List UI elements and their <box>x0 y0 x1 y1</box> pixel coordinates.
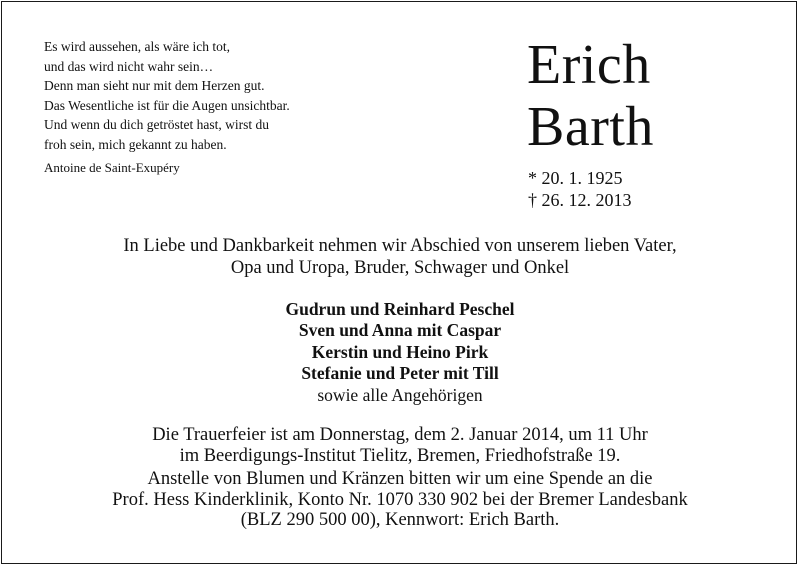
ceremony-line: im Beerdigungs-Institut Tielitz, Bremen, Friedhofstraße 19. <box>179 445 621 466</box>
intro-text <box>0 235 800 279</box>
family-list <box>0 299 800 406</box>
intro-line: Opa und Uropa, Bruder, Schwager und Onkel <box>230 258 570 278</box>
ceremony-line: Die Trauerfeier ist am Donnerstag, dem 2. Januar 2014, um 11 Uhr <box>152 425 648 445</box>
intro-line: In Liebe und Dankbarkeit nehmen wir Abschied von unserem lieben Vater, <box>123 236 677 256</box>
family-member: Gudrun und Reinhard Peschel <box>285 299 515 319</box>
donation-line: (BLZ 290 500 00), Kennwort: Erich Barth. <box>240 510 560 530</box>
deceased-name <box>527 34 654 158</box>
poem-line: froh sein, mich gekannt zu haben. <box>44 136 227 152</box>
poem-block <box>44 37 374 177</box>
poem-line: Und wenn du dich getröstet hast, wirst du <box>44 117 269 133</box>
last-name: Barth <box>527 96 654 158</box>
family-others: sowie alle Angehörigen <box>317 384 483 405</box>
poem-line: Es wird aussehen, als wäre ich tot, <box>44 39 230 54</box>
first-name: Erich <box>527 34 651 96</box>
family-member: Stefanie und Peter mit Till <box>301 363 499 384</box>
poem-author: Antoine de Saint-Exupéry <box>44 159 180 175</box>
birth-date: * 20. 1. 1925 <box>528 168 623 188</box>
donation-line: Prof. Hess Kinderklinik, Konto Nr. 1070 330 902 bei der Bremer Landesbank <box>112 489 688 510</box>
donation-info <box>0 469 800 531</box>
donation-line: Anstelle von Blumen und Kränzen bitten wir um eine Spende an die <box>147 469 653 489</box>
poem-line: und das wird nicht wahr sein… <box>44 58 214 74</box>
poem-line: Denn man sieht nur mit dem Herzen gut. <box>44 78 265 94</box>
family-member: Sven und Anna mit Caspar <box>298 320 502 341</box>
poem-line: Das Wesentliche ist für die Augen unsichtbar. <box>44 97 290 113</box>
death-date: † 26. 12. 2013 <box>528 190 632 210</box>
ceremony-info <box>0 425 800 466</box>
life-dates <box>528 167 632 211</box>
family-member: Kerstin und Heino Pirk <box>311 341 489 362</box>
